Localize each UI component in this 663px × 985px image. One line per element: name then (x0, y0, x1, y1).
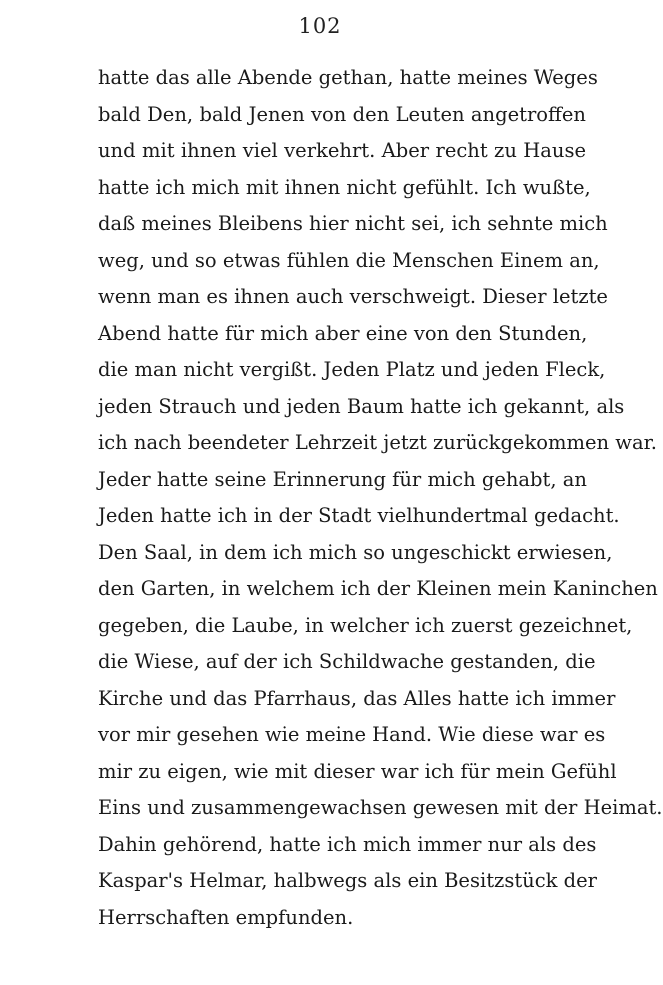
text-line: hatte das alle Abende gethan, hatte meines Weges (98, 66, 598, 89)
text-line: wenn man es ihnen auch verschweigt. Dieser letzte (98, 285, 608, 308)
body-paragraph (98, 60, 663, 936)
text-line: Kirche und das Pfarrhaus, das Alles hatte ich immer (98, 686, 616, 710)
text-line-last: Herrschaften empfunden. (98, 905, 354, 929)
text-line: den Garten, in welchem ich der Kleinen mein Kaninchen (98, 577, 658, 600)
text-line: die Wiese, auf der ich Schildwache gestanden, die (98, 650, 596, 673)
text-line: Abend hatte für mich aber eine von den Stunden, (98, 321, 588, 345)
text-line: hatte ich mich mit ihnen nicht gefühlt. Ich wußte, (98, 175, 591, 199)
text-line: Kaspar's Helmar, halbwegs als ein Besitzstück der (98, 869, 598, 892)
text-line: die man nicht vergißt. Jeden Platz und jeden Fleck, (98, 358, 606, 381)
text-line: Eins und zusammengewachsen gewesen mit der Heimat. (98, 796, 663, 819)
text-line: Jeden hatte ich in der Stadt vielhundertmal gedacht. (98, 504, 620, 527)
text-line: jeden Strauch und jeden Baum hatte ich gekannt, als (98, 394, 625, 418)
text-line: mir zu eigen, wie mit dieser war ich für mein Gefühl (98, 759, 617, 783)
text-line: bald Den, bald Jenen von den Leuten angetroffen (98, 102, 586, 126)
text-line: vor mir gesehen wie meine Hand. Wie diese war es (98, 723, 606, 746)
text-line: gegeben, die Laube, in welcher ich zuerst gezeichnet, (98, 613, 633, 637)
text-line: Jeder hatte seine Erinnerung für mich gehabt, an (98, 467, 587, 491)
text-line: Dahin gehörend, hatte ich mich immer nur als des (98, 832, 597, 856)
text-line: ich nach beendeter Lehrzeit jetzt zurückgekommen war. (98, 431, 658, 454)
text-line: daß meines Bleibens hier nicht sei, ich sehnte mich (98, 212, 608, 235)
text-line: weg, und so etwas fühlen die Menschen Einem an, (98, 248, 600, 272)
page-number: 102 (298, 14, 342, 38)
text-line: und mit ihnen viel verkehrt. Aber recht zu Hause (98, 139, 586, 162)
text-line: Den Saal, in dem ich mich so ungeschickt erwiesen, (98, 540, 613, 564)
